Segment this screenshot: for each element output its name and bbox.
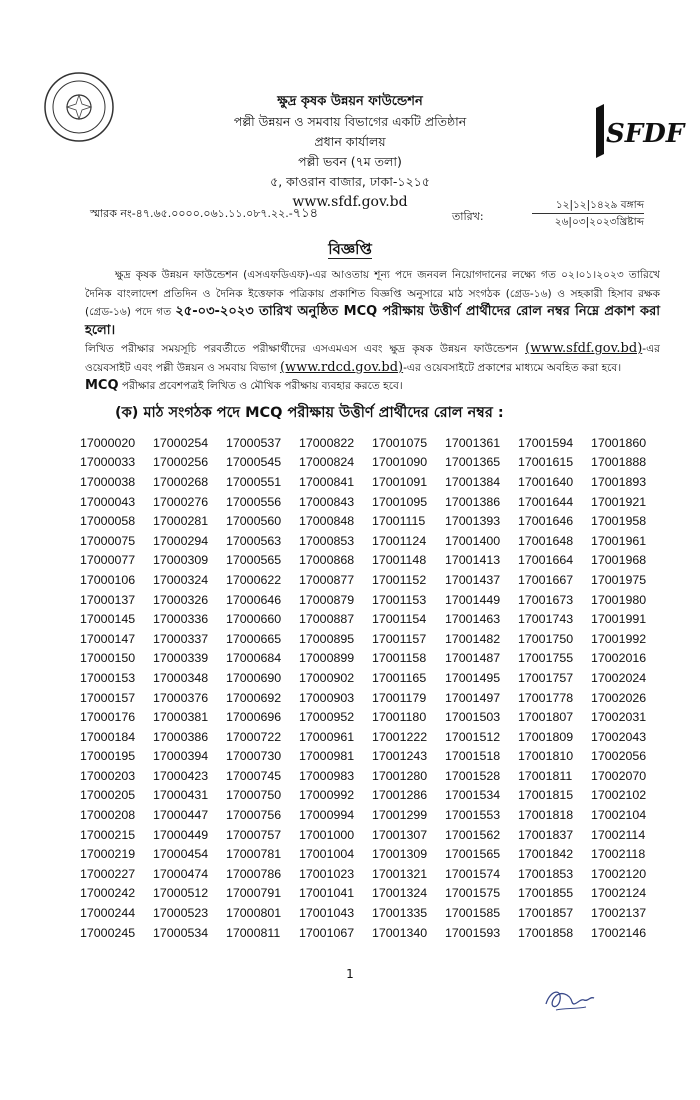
roll-number-cell: 17002118	[591, 847, 646, 862]
table-row	[80, 884, 664, 904]
roll-number-cell: 17000545	[226, 455, 282, 470]
notice-paragraph-3	[85, 377, 660, 396]
table-row	[80, 805, 664, 825]
roll-number-cell: 17000381	[153, 710, 209, 725]
roll-number-cell: 17001075	[372, 435, 428, 450]
roll-number-cell: 17000994	[299, 808, 355, 823]
roll-number-cell: 17000326	[153, 592, 209, 607]
paragraph-2-text-a: লিখিত পরীক্ষার সময়সূচি পরবর্তীতে পরীক্ষার্থীদের এসএমএস এবং ক্ষুদ্র কৃষক উন্নয়ন ফাউন্ডেশন	[85, 343, 519, 355]
date-gregorian: ২৬|০৩|২০২৩খ্রিষ্টাব্দ	[554, 216, 644, 228]
paragraph-3-text: পরীক্ষার প্রবেশপত্রই লিখিত ও মৌখিক পরীক্ষায় ব্যবহার করতে হবে।	[118, 380, 403, 392]
roll-number-cell: 17002114	[591, 827, 646, 842]
roll-number-cell: 17001858	[518, 925, 574, 940]
roll-number-cell: 17002031	[591, 710, 647, 725]
roll-number-cell: 17000622	[226, 572, 282, 587]
roll-number-cell: 17001222	[372, 729, 428, 744]
roll-number-cell: 17001413	[445, 553, 501, 568]
roll-number-cell: 17000208	[80, 808, 136, 823]
roll-number-cell: 17000560	[226, 514, 282, 529]
roll-number-cell: 17001299	[372, 808, 428, 823]
roll-number-cell: 17001095	[372, 494, 428, 509]
roll-number-cell: 17001528	[445, 768, 501, 783]
roll-number-cell: 17000902	[299, 670, 355, 685]
roll-number-cell: 17000811	[226, 925, 281, 940]
roll-number-cell: 17000841	[299, 474, 355, 489]
roll-number-cell: 17001664	[518, 553, 574, 568]
roll-number-cell: 17001365	[445, 455, 501, 470]
roll-number-cell: 17001043	[299, 906, 355, 921]
svg-text:SFDF: SFDF	[606, 119, 685, 149]
roll-number-cell: 17000843	[299, 494, 355, 509]
date-block	[532, 197, 644, 230]
org-name: ক্ষুদ্র কৃষক উন্নয়ন ফাউন্ডেশন	[277, 94, 423, 109]
roll-number-cell: 17001857	[518, 906, 574, 921]
roll-number-cell: 17000801	[226, 906, 282, 921]
roll-number-cell: 17000157	[80, 690, 136, 705]
letterhead	[150, 92, 550, 212]
roll-number-cell: 17001534	[445, 788, 501, 803]
table-row	[80, 825, 664, 845]
roll-number-cell: 17000075	[80, 533, 136, 548]
roll-number-cell: 17000106	[80, 572, 136, 587]
roll-number-cell: 17001286	[372, 788, 428, 803]
roll-number-cell: 17000534	[153, 925, 209, 940]
roll-number-cell: 17002124	[591, 886, 647, 901]
section-heading: (ক) মাঠ সংগঠক পদে MCQ পরীক্ষায় উত্তীর্ণ প্রার্থীদের রোল নম্বর :	[115, 405, 504, 421]
table-row	[80, 688, 664, 708]
roll-number-cell: 17001743	[518, 612, 574, 627]
roll-number-cell: 17002137	[591, 906, 647, 921]
roll-number-cell: 17001818	[518, 808, 574, 823]
roll-number-cell: 17000294	[153, 533, 209, 548]
roll-number-cell: 17001361	[445, 435, 501, 450]
roll-number-cell: 17000276	[153, 494, 209, 509]
roll-number-cell: 17000203	[80, 768, 136, 783]
roll-number-cell: 17001860	[591, 435, 647, 450]
table-row	[80, 492, 664, 512]
roll-number-cell: 17000376	[153, 690, 209, 705]
roll-number-cell: 17001565	[445, 847, 501, 862]
roll-number-cell: 17001179	[372, 690, 427, 705]
roll-number-cell: 17000474	[153, 866, 209, 881]
roll-number-cell: 17000551	[226, 474, 282, 489]
notice-title-text: বিজ্ঞপ্তি	[328, 240, 372, 258]
roll-number-cell: 17001091	[372, 474, 428, 489]
roll-number-cell: 17001585	[445, 906, 501, 921]
roll-number-cell: 17000281	[153, 514, 209, 529]
building-name: পল্লী ভবন (৭ম তলা)	[298, 154, 402, 169]
roll-number-cell: 17000730	[226, 749, 282, 764]
roll-number-cell: 17001574	[445, 866, 501, 881]
roll-number-cell: 17001115	[372, 514, 426, 529]
roll-number-cell: 17001992	[591, 631, 647, 646]
paragraph-1-emphasis: ২৫-০৩-২০২৩ তারিখ অনুষ্ঠিত MCQ পরীক্ষায় উত্তীর্ণ প্রার্থীদের রোল নম্বর নিম্নে প্রকাশ করা হলো।	[85, 304, 660, 338]
roll-number-cell: 17000423	[153, 768, 209, 783]
roll-number-cell: 17001575	[445, 886, 501, 901]
website-text: www.sfdf.gov.bd	[292, 194, 408, 210]
roll-number-cell: 17002104	[591, 808, 647, 823]
roll-number-cell: 17001518	[445, 749, 501, 764]
roll-number-cell: 17000219	[80, 847, 136, 862]
date-bangla: ১২|১২|১৪২৯ বঙ্গাব্দ	[532, 197, 644, 214]
roll-number-cell: 17001449	[445, 592, 501, 607]
table-row	[80, 433, 664, 453]
roll-number-cell: 17001640	[518, 474, 574, 489]
roll-number-cell: 17000523	[153, 906, 209, 921]
roll-number-cell: 17001437	[445, 572, 501, 587]
roll-number-cell: 17001855	[518, 886, 574, 901]
roll-number-cell: 17000722	[226, 729, 282, 744]
roll-number-cell: 17001757	[518, 670, 574, 685]
table-row	[80, 551, 664, 571]
roll-number-cell: 17000781	[226, 847, 282, 862]
roll-number-cell: 17001815	[518, 788, 574, 803]
roll-number-cell: 17000684	[226, 651, 282, 666]
table-row	[80, 707, 664, 727]
roll-number-cell: 17001307	[372, 827, 428, 842]
roll-number-cell: 17000848	[299, 514, 355, 529]
roll-number-cell: 17000895	[299, 631, 355, 646]
roll-number-cell: 17001280	[372, 768, 428, 783]
roll-number-cell: 17001503	[445, 710, 501, 725]
roll-number-cell: 17001980	[591, 592, 647, 607]
sfdf-website-link[interactable]: (www.sfdf.gov.bd)	[525, 341, 643, 356]
roll-number-cell: 17002120	[591, 866, 647, 881]
roll-number-cell: 17001067	[299, 925, 355, 940]
roll-number-cell: 17000077	[80, 553, 136, 568]
notice-paragraph-1	[85, 266, 660, 340]
roll-number-cell: 17001090	[372, 455, 428, 470]
roll-number-cell: 17000822	[299, 435, 355, 450]
roll-number-cell: 17000992	[299, 788, 355, 803]
roll-number-cell: 17000454	[153, 847, 209, 862]
roll-number-cell: 17000952	[299, 710, 355, 725]
table-row	[80, 727, 664, 747]
roll-number-cell: 17001124	[372, 533, 427, 548]
roll-number-cell: 17000150	[80, 651, 136, 666]
address: ৫, কাওরান বাজার, ঢাকা-১২১৫	[270, 174, 430, 189]
roll-number-cell: 17001023	[299, 866, 355, 881]
roll-number-cell: 17001324	[372, 886, 428, 901]
memo-label: স্মারক নং-৪৭.৬৫.০০০০.০৬১.১১.০৮৭.২২.-	[90, 207, 293, 220]
roll-number-cell: 17002146	[591, 925, 647, 940]
roll-number-cell: 17000646	[226, 592, 282, 607]
roll-number-cell: 17001646	[518, 514, 574, 529]
roll-number-cell: 17000791	[226, 886, 282, 901]
roll-number-cell: 17000227	[80, 866, 136, 881]
table-row	[80, 786, 664, 806]
paragraph-2-text-b: -এর ওয়েবসাইট এবং পল্লী উন্নয়ন ও সমবায় বিভাগ	[85, 343, 660, 374]
roll-number-cell: 17000447	[153, 808, 209, 823]
roll-number-cell: 17001594	[518, 435, 574, 450]
roll-number-table	[80, 433, 664, 942]
roll-number-cell: 17000245	[80, 925, 136, 940]
roll-number-cell: 17001309	[372, 847, 428, 862]
roll-number-cell: 17001512	[445, 729, 501, 744]
roll-number-cell: 17001321	[372, 866, 428, 881]
roll-number-cell: 17000660	[226, 612, 282, 627]
roll-number-cell: 17002026	[591, 690, 647, 705]
roll-number-cell: 17000665	[226, 631, 282, 646]
table-row	[80, 531, 664, 551]
roll-number-cell: 17000337	[153, 631, 209, 646]
roll-number-cell: 17001755	[518, 651, 574, 666]
roll-number-cell: 17000756	[226, 808, 282, 823]
roll-number-cell: 17000324	[153, 572, 209, 587]
table-row	[80, 864, 664, 884]
roll-number-cell: 17001553	[445, 808, 501, 823]
roll-number-cell: 17001837	[518, 827, 574, 842]
roll-number-cell: 17001853	[518, 866, 574, 881]
roll-number-cell: 17001157	[372, 631, 427, 646]
roll-number-cell: 17000757	[226, 827, 282, 842]
roll-number-cell: 17002024	[591, 670, 647, 685]
roll-number-cell: 17000268	[153, 474, 209, 489]
roll-number-cell: 17001961	[591, 533, 647, 548]
roll-number-cell: 17000147	[80, 631, 136, 646]
roll-number-cell: 17001810	[518, 749, 574, 764]
table-row	[80, 923, 664, 943]
roll-number-cell: 17000176	[80, 710, 136, 725]
table-row	[80, 590, 664, 610]
roll-number-cell: 17000824	[299, 455, 355, 470]
roll-number-cell: 17002043	[591, 729, 647, 744]
roll-number-cell: 17000033	[80, 455, 136, 470]
roll-number-cell: 17000336	[153, 612, 209, 627]
roll-number-cell: 17000348	[153, 670, 209, 685]
roll-number-cell: 17000899	[299, 651, 355, 666]
table-row	[80, 649, 664, 669]
roll-number-cell: 17001811	[518, 768, 573, 783]
notice-title	[0, 238, 700, 263]
rdcd-website-link[interactable]: (www.rdcd.gov.bd)	[279, 359, 404, 375]
roll-number-cell: 17001975	[591, 572, 647, 587]
roll-number-cell: 17002016	[591, 651, 647, 666]
roll-number-cell: 17000153	[80, 670, 136, 685]
paragraph-2-text-c: -এর ওয়েবসাইটে প্রকাশের মাধ্যমে অবহিত করা হবে।	[403, 361, 622, 374]
roll-number-cell: 17001463	[445, 612, 501, 627]
roll-number-cell: 17001400	[445, 533, 501, 548]
roll-number-cell: 17001497	[445, 690, 501, 705]
roll-number-cell: 17000195	[80, 749, 136, 764]
roll-number-cell: 17001778	[518, 690, 574, 705]
roll-number-cell: 17001152	[372, 572, 427, 587]
roll-number-cell: 17000242	[80, 886, 136, 901]
roll-number-cell: 17000563	[226, 533, 282, 548]
roll-number-cell: 17001158	[372, 651, 427, 666]
roll-number-cell: 17001243	[372, 749, 428, 764]
roll-number-cell: 17000696	[226, 710, 282, 725]
roll-number-cell: 17000565	[226, 553, 282, 568]
roll-number-cell: 17001487	[445, 651, 501, 666]
roll-number-cell: 17001000	[299, 827, 355, 842]
roll-number-cell: 17001154	[372, 612, 427, 627]
paragraph-1-text: ক্ষুদ্র কৃষক উন্নয়ন ফাউন্ডেশন (এসএফডিএফ)-এর আওতায় শূন্য পদে জনবল নিয়োগদানের লক্ষ্যে গত ০২।০১।২০২৩ তারিখে দৈনিক বাংলাদেশ প্রতিদিন ও দৈনিক ইত্তেফাক পত্রিকায় প্রকাশিত বিজ্ঞপ্তি অনুসারে মাঠ সংগঠক (গ্রেড-১৬) ও সহকারী হিসাব রক্ষক (গ্রেড-১৬) পদে গত	[85, 269, 660, 318]
roll-number-cell: 17002102	[591, 788, 647, 803]
roll-number-cell: 17001750	[518, 631, 574, 646]
roll-number-cell: 17000020	[80, 435, 136, 450]
roll-number-cell: 17001673	[518, 592, 574, 607]
notice-body	[85, 266, 660, 396]
table-row	[80, 609, 664, 629]
roll-number-cell: 17001893	[591, 474, 647, 489]
roll-number-cell: 17000887	[299, 612, 355, 627]
table-row	[80, 472, 664, 492]
roll-number-cell: 17000386	[153, 729, 209, 744]
roll-number-cell: 17001648	[518, 533, 574, 548]
signature-icon	[540, 982, 600, 1016]
roll-number-cell: 17000877	[299, 572, 355, 587]
roll-number-cell: 17000043	[80, 494, 136, 509]
roll-number-cell: 17001495	[445, 670, 501, 685]
parent-division: পল্লী উন্নয়ন ও সমবায় বিভাগের একটি প্রতিষ্ঠান	[233, 114, 467, 129]
roll-number-cell: 17001384	[445, 474, 501, 489]
memo-number	[90, 204, 318, 225]
roll-number-cell: 17000512	[153, 886, 209, 901]
table-row	[80, 747, 664, 767]
table-row	[80, 629, 664, 649]
roll-number-cell: 17002056	[591, 749, 647, 764]
roll-number-cell: 17000961	[299, 729, 355, 744]
table-row	[80, 570, 664, 590]
roll-number-cell: 17000745	[226, 768, 282, 783]
roll-number-cell: 17001562	[445, 827, 501, 842]
roll-number-cell: 17001958	[591, 514, 647, 529]
table-row	[80, 844, 664, 864]
roll-number-cell: 17001644	[518, 494, 574, 509]
roll-number-cell: 17001148	[372, 553, 427, 568]
roll-number-cell: 17000556	[226, 494, 282, 509]
roll-number-cell: 17002070	[591, 768, 647, 783]
roll-number-cell: 17001482	[445, 631, 501, 646]
government-seal-icon	[42, 70, 116, 144]
table-row	[80, 453, 664, 473]
roll-number-cell: 17000205	[80, 788, 136, 803]
roll-number-cell: 17001593	[445, 925, 501, 940]
roll-number-cell: 17000868	[299, 553, 355, 568]
table-row	[80, 766, 664, 786]
roll-number-cell: 17000692	[226, 690, 282, 705]
table-row	[80, 668, 664, 688]
date-label: তারিখ:	[452, 210, 484, 223]
roll-number-cell: 17000537	[226, 435, 282, 450]
roll-number-cell: 17000690	[226, 670, 282, 685]
roll-number-cell: 17000981	[299, 749, 355, 764]
roll-number-cell: 17001335	[372, 906, 428, 921]
roll-number-cell: 17000903	[299, 690, 355, 705]
roll-number-cell: 17000309	[153, 553, 209, 568]
roll-number-cell: 17000786	[226, 866, 282, 881]
table-row	[80, 903, 664, 923]
sfdf-logo-icon	[590, 98, 685, 162]
notice-paragraph-2	[85, 340, 660, 377]
roll-number-cell: 17000853	[299, 533, 355, 548]
roll-number-cell: 17000145	[80, 612, 136, 627]
roll-number-cell: 17001340	[372, 925, 428, 940]
roll-number-cell: 17001180	[372, 710, 427, 725]
roll-number-cell: 17001004	[299, 847, 355, 862]
roll-number-cell: 17000254	[153, 435, 209, 450]
roll-number-cell: 17001888	[591, 455, 647, 470]
roll-number-cell: 17000394	[153, 749, 209, 764]
roll-number-cell: 17000879	[299, 592, 355, 607]
roll-number-cell: 17001968	[591, 553, 647, 568]
memo-serial: ৭১৪	[292, 206, 319, 221]
roll-number-cell: 17000449	[153, 827, 209, 842]
office-name: প্রধান কার্যালয়	[314, 134, 386, 149]
roll-number-cell: 17001991	[591, 612, 647, 627]
mcq-label: MCQ	[85, 378, 119, 393]
roll-number-cell: 17001921	[591, 494, 647, 509]
roll-number-cell: 17000431	[153, 788, 209, 803]
roll-number-cell: 17001153	[372, 592, 427, 607]
roll-number-cell: 17000038	[80, 474, 136, 489]
roll-number-cell: 17000137	[80, 592, 136, 607]
roll-number-cell: 17000256	[153, 455, 209, 470]
roll-number-cell: 17001393	[445, 514, 501, 529]
roll-number-cell: 17000750	[226, 788, 282, 803]
roll-number-cell: 17001667	[518, 572, 574, 587]
roll-number-cell: 17000983	[299, 768, 355, 783]
roll-number-cell: 17001041	[299, 886, 355, 901]
roll-number-cell: 17000215	[80, 827, 136, 842]
roll-number-cell: 17001842	[518, 847, 574, 862]
roll-number-cell: 17001386	[445, 494, 501, 509]
roll-number-cell: 17000339	[153, 651, 209, 666]
roll-number-cell: 17000058	[80, 514, 136, 529]
page-number: 1	[346, 967, 354, 981]
roll-number-cell: 17001165	[372, 670, 427, 685]
roll-number-cell: 17001807	[518, 710, 574, 725]
roll-number-cell: 17001809	[518, 729, 574, 744]
roll-number-cell: 17001615	[518, 455, 574, 470]
roll-number-cell: 17000184	[80, 729, 136, 744]
roll-number-cell: 17000244	[80, 906, 136, 921]
table-row	[80, 511, 664, 531]
